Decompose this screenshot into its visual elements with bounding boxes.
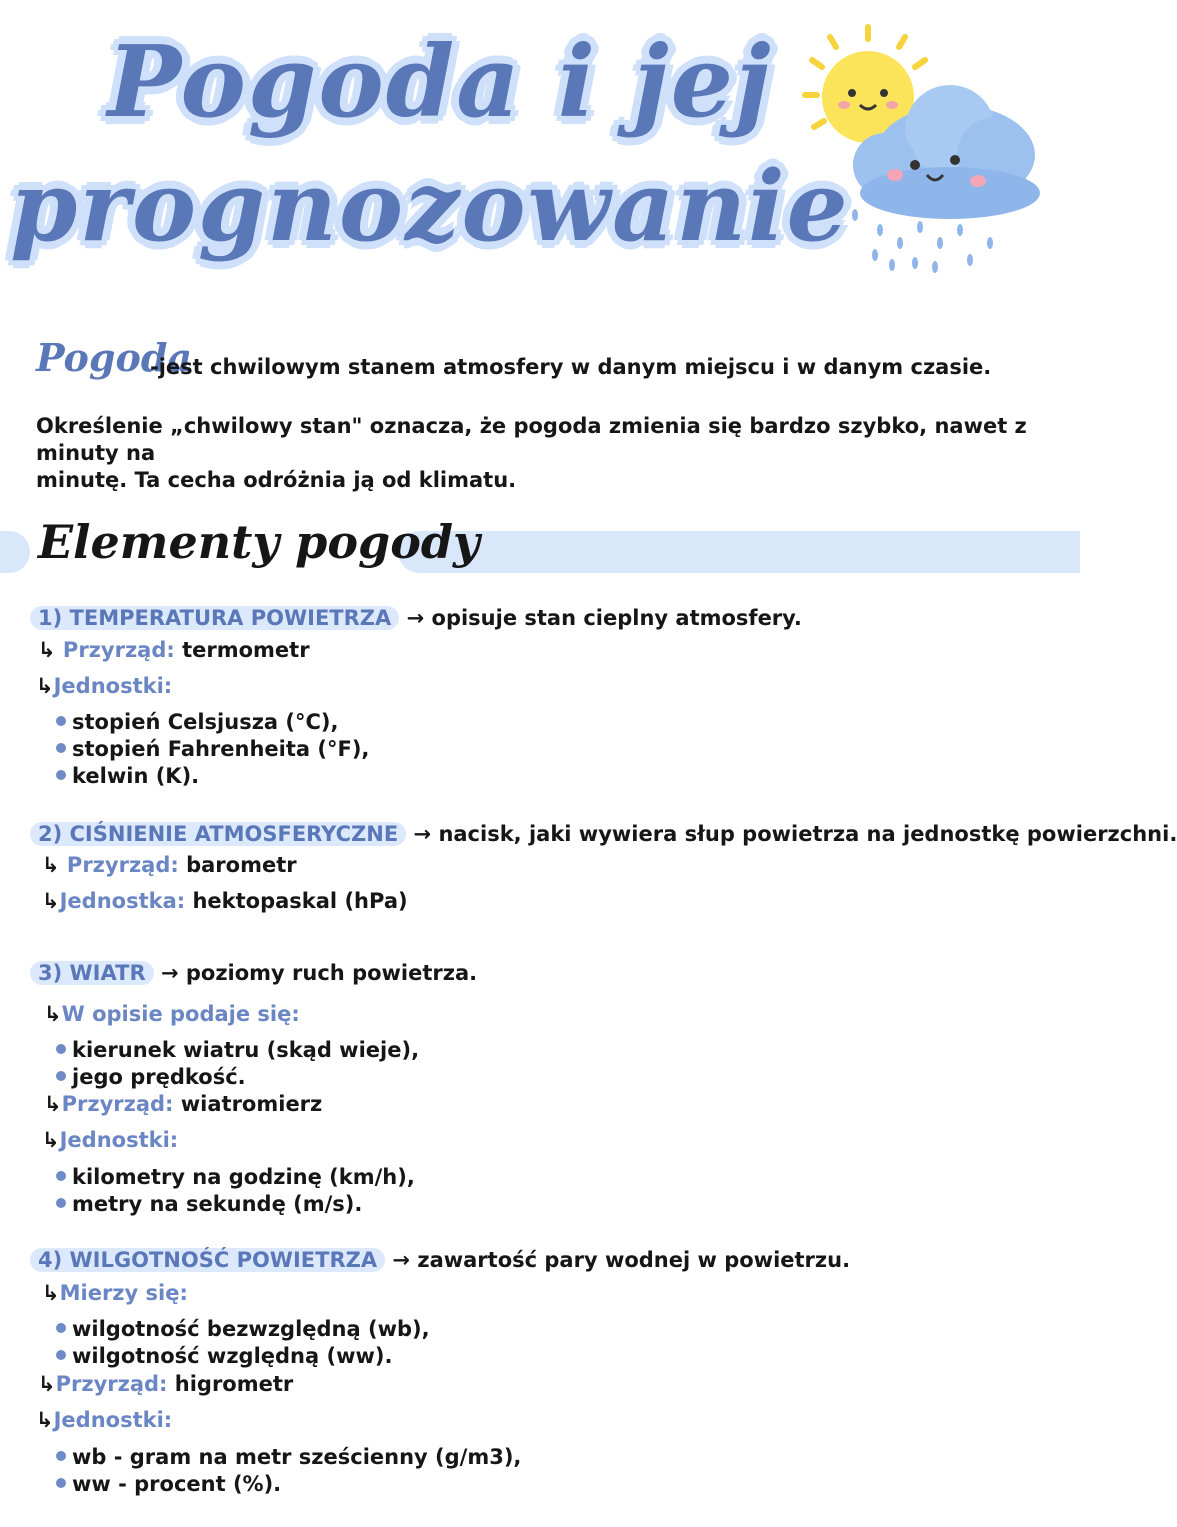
intro-paragraph-line: Określenie „chwilowy stan" oznacza, że pogoda zmienia się bardzo szybko, nawet z minuty na [36, 414, 1027, 465]
item-wind-description-label [44, 1002, 300, 1026]
item-humidity-header [30, 1248, 850, 1272]
arrow-right-icon: → [160, 961, 179, 985]
return-arrow-icon: ↳ [42, 1281, 60, 1305]
page-title-line-2: prognozowanie [10, 150, 850, 263]
item-humidity-units-label [36, 1408, 172, 1432]
item-label: 4) WILGOTNOŚĆ POWIETRZA [30, 1248, 385, 1272]
list-item: kierunek wiatru (skąd wieje), [56, 1038, 419, 1062]
heading-band-right [398, 531, 1080, 573]
intro-paragraph-line: minutę. Ta cecha odróżnia ją od klimatu. [36, 468, 517, 492]
instrument-value: barometr [186, 853, 297, 877]
arrow-right-icon: → [406, 606, 425, 630]
item-label: 1) TEMPERATURA POWIETRZA [30, 606, 399, 630]
return-arrow-icon: ↳ [44, 1002, 62, 1026]
intro-definition: -jest chwilowym stanem atmosfery w danym miejscu i w danym czasie. [150, 355, 992, 379]
return-arrow-icon: ↳ [42, 853, 60, 877]
instrument-value: higrometr [174, 1372, 294, 1396]
list-item: kelwin (K). [56, 764, 199, 788]
return-arrow-icon: ↳ [36, 674, 54, 698]
list-item: wb - gram na metr sześcienny (g/m3), [56, 1445, 521, 1469]
instrument-label: Przyrząd: [62, 638, 175, 662]
unit-value: hektopaskal (hPa) [192, 889, 408, 913]
item-description: poziomy ruch powietrza. [185, 961, 478, 985]
units-label: Jednostki: [53, 674, 173, 698]
item-wind-header [30, 961, 477, 985]
item-wind-instrument [44, 1092, 322, 1116]
list-item: wilgotność względną (ww). [56, 1344, 392, 1368]
arrow-right-icon: → [413, 822, 432, 846]
description-label: W opisie podaje się: [61, 1002, 300, 1026]
section-heading: Elementy pogody [38, 515, 480, 569]
item-label: 3) WIATR [30, 961, 154, 985]
return-arrow-icon: ↳ [42, 889, 60, 913]
item-pressure-header [30, 822, 1177, 846]
unit-label: Jednostka: [59, 889, 186, 913]
instrument-label: Przyrząd: [55, 1372, 168, 1396]
list-item: jego prędkość. [56, 1065, 246, 1089]
return-arrow-icon: ↳ [44, 1092, 62, 1116]
item-humidity-instrument [38, 1372, 293, 1396]
return-arrow-icon: ↳ [38, 638, 56, 662]
item-temperature-header [30, 606, 802, 630]
item-pressure-unit [42, 889, 408, 913]
item-description: zawartość pary wodnej w powietrzu. [417, 1248, 851, 1272]
return-arrow-icon: ↳ [42, 1128, 60, 1152]
list-item: kilometry na godzinę (km/h), [56, 1165, 415, 1189]
list-item: stopień Fahrenheita (°F), [56, 737, 369, 761]
intro-term: Pogoda [36, 335, 193, 380]
units-label: Jednostki: [59, 1128, 179, 1152]
intro-paragraph [36, 413, 1036, 494]
list-item: stopień Celsjusza (°C), [56, 710, 339, 734]
heading-band-left [0, 531, 30, 573]
instrument-value: termometr [182, 638, 310, 662]
list-item: ww - procent (%). [56, 1472, 281, 1496]
page-title-line-1: Pogoda i jej [107, 25, 773, 140]
instrument-label: Przyrząd: [66, 853, 179, 877]
item-temperature-units-label [36, 674, 172, 698]
return-arrow-icon: ↳ [36, 1408, 54, 1432]
list-item: wilgotność bezwzględną (wb), [56, 1317, 430, 1341]
item-description: opisuje stan cieplny atmosfery. [431, 606, 802, 630]
measure-label: Mierzy się: [59, 1281, 188, 1305]
return-arrow-icon: ↳ [38, 1372, 56, 1396]
item-pressure-instrument [42, 853, 297, 877]
list-item: metry na sekundę (m/s). [56, 1192, 362, 1216]
rain-drops-icon [852, 209, 993, 273]
item-humidity-measure-label [42, 1281, 188, 1305]
sun-cloud-rain-illustration [800, 15, 1050, 290]
arrow-right-icon: → [392, 1248, 411, 1272]
instrument-label: Przyrząd: [61, 1092, 174, 1116]
item-wind-units-label [42, 1128, 178, 1152]
item-label: 2) CIŚNIENIE ATMOSFERYCZNE [30, 822, 406, 846]
item-temperature-instrument [38, 638, 310, 662]
item-description: nacisk, jaki wywiera słup powietrza na jednostkę powierzchni. [438, 822, 1177, 846]
instrument-value: wiatromierz [180, 1092, 323, 1116]
units-label: Jednostki: [53, 1408, 173, 1432]
